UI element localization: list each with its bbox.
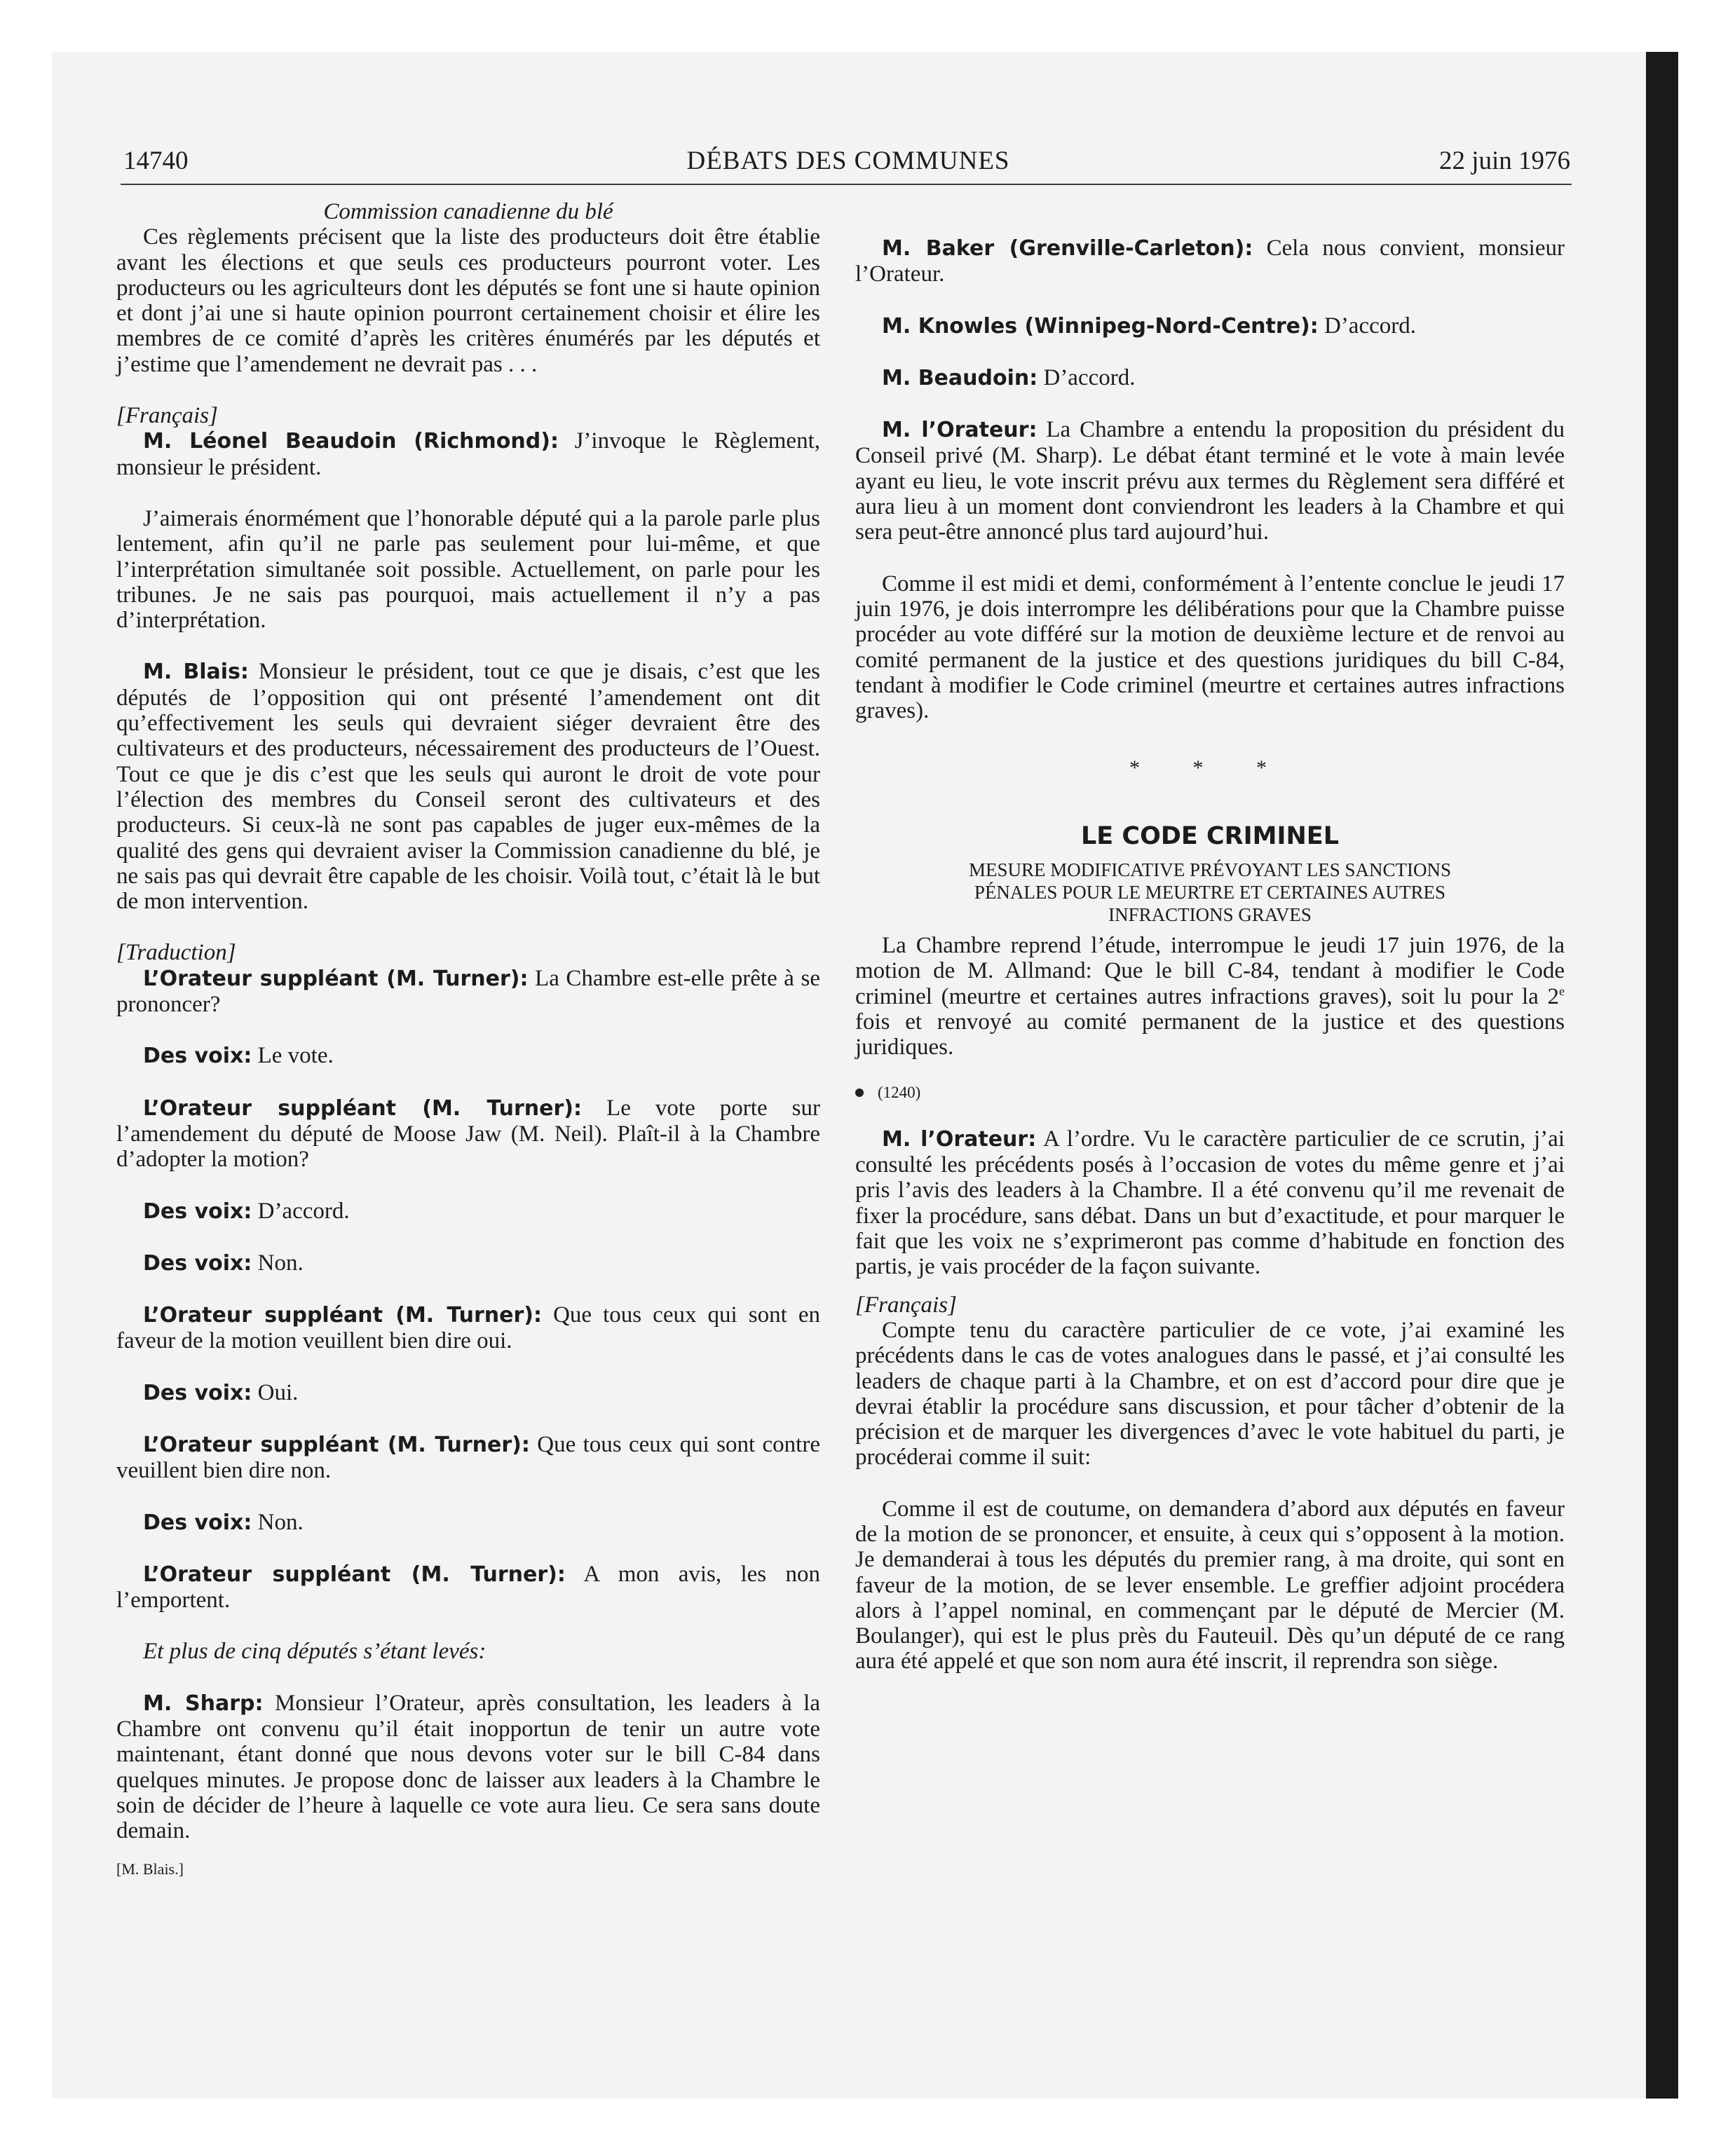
- speaker-name: Des voix:: [143, 1044, 252, 1069]
- paragraph: Des voix: Oui.: [143, 1379, 299, 1405]
- speaker-name: L’Orateur suppléant (M. Turner):: [143, 1303, 542, 1328]
- paragraph: Ces règlements précisent que la liste des producteurs doit être établie avant les élections et que seuls ces producteurs pourront voter. Les producteurs ou les agriculteurs dont les députés se font une si haute opinion et dont j’ai une si haute opinion pourront certainement choisir et élire les membres de ce comité d’après les critères énumérés par les députés et j’estime que l’amendement ne devrait pas . . .: [116, 224, 820, 377]
- speaker-name: L’Orateur suppléant (M. Turner):: [143, 966, 529, 991]
- scan-edge-bar: [1646, 52, 1678, 2099]
- speaker-name: M. Blais:: [143, 660, 249, 685]
- running-title: DÉBATS DES COMMUNES: [686, 146, 1010, 175]
- paragraph: Comme il est de coutume, on demandera d’abord aux députés en faveur de la motion de se prononcer, et ensuite, à ceux qui s’opposent à la motion. Je demanderai à tous les députés du premier rang, à ma droite, qui sont en faveur de la motion, de se lever ensemble. Le greffier adjoint procédera alors à l’appel nominal, en commençant par le député de Mercier (M. Boulanger), qui est le plus près du Fauteuil. Dès qu’un député de ce rang aura été appelé et que son nom aura été inscrit, il reprendra son siège.: [855, 1496, 1565, 1674]
- section-subtitle-line: PÉNALES POUR LE MEURTRE ET CERTAINES AUTRES: [974, 882, 1446, 903]
- page-date: 22 juin 1976: [1438, 146, 1570, 175]
- speaker-name: M. Knowles (Winnipeg-Nord-Centre):: [882, 313, 1319, 339]
- paragraph: M. Baker (Grenville-Carleton): Cela nous convient, monsieur l’Orateur.: [855, 236, 1565, 287]
- speaker-name: M. Baker (Grenville-Carleton):: [882, 236, 1253, 261]
- section-separator: * * *: [1129, 756, 1291, 780]
- paragraph: M. Sharp: Monsieur l’Orateur, après consultation, les leaders à la Chambre ont convenu qu’il était inopportun de tenir un autre vote maintenant, étant donné que nous devons voter sur le bill C-84 dans quelques minutes. Je propose donc de laisser aux leaders à la Chambre le soin de décider de l’heure à laquelle ce vote aura lieu. Ce sera sans doute demain.: [116, 1690, 820, 1844]
- paragraph: Des voix: D’accord.: [143, 1198, 350, 1224]
- language-marker: [Français]: [116, 403, 218, 429]
- speaker-name: M. Sharp:: [143, 1691, 264, 1716]
- speaker-name: Des voix:: [143, 1250, 252, 1276]
- paragraph: Et plus de cinq députés s’étant levés:: [143, 1639, 487, 1665]
- paragraph: L’Orateur suppléant (M. Turner): Que tous ceux qui sont contre veuillent bien dire non.: [116, 1431, 820, 1484]
- section-subtitle-line: MESURE MODIFICATIVE PRÉVOYANT LES SANCTIONS: [968, 859, 1452, 881]
- speaker-name: Des voix:: [143, 1510, 252, 1535]
- section-subtitle-line: INFRACTIONS GRAVES: [1108, 904, 1312, 926]
- speaker-name: M. Beaudoin:: [882, 365, 1038, 390]
- subject-heading: Commission canadienne du blé: [323, 199, 613, 224]
- paragraph: Compte tenu du caractère particulier de ce vote, j’ai examiné les précédents dans le cas de votes analogues dans le passé, et j’ai consulté les leaders de chaque parti à la Chambre, et on est d’accord pour dire que je devrai établir la procédure sans discussion, et pour tâcher d’obtenir de la précision et de marquer les divergences d’avec le vote habituel du parti, je procéderai comme il suit:: [855, 1317, 1565, 1471]
- paragraph: Des voix: Le vote.: [143, 1043, 334, 1069]
- speaker-name: L’Orateur suppléant (M. Turner):: [143, 1096, 582, 1121]
- page-number: 14740: [123, 146, 189, 175]
- header-rule: [121, 184, 1572, 185]
- time-marker: (1240): [855, 1080, 1565, 1105]
- paragraph: M. Knowles (Winnipeg-Nord-Centre): D’accord.: [882, 313, 1416, 339]
- speaker-name: Des voix:: [143, 1380, 252, 1405]
- speaker-name: L’Orateur suppléant (M. Turner):: [143, 1562, 566, 1587]
- speaker-name: Des voix:: [143, 1199, 252, 1224]
- paragraph: M. Blais: Monsieur le président, tout ce que je disais, c’est que les députés de l’opposition qui ont présenté l’amendement ont dit qu’effectivement les seuls qui devraient siéger devraient être des cultivateurs et des producteurs, nécessairement des producteurs de l’Ouest. Tout ce que je dis c’est que les seuls qui auront le droit de vote pour l’élection des membres du Conseil seront des cultivateurs et des producteurs. Si ceux-là ne sont pas capables de juger eux-mêmes de la qualité des gens qui devraient aviser la Commission canadienne du blé, je ne sais pas qui devrait être capable de les choisir. Voilà tout, c’était là le but de mon intervention.: [116, 659, 820, 915]
- paragraph: L’Orateur suppléant (M. Turner): Que tous ceux qui sont en faveur de la motion veuillent bien dire oui.: [116, 1302, 820, 1354]
- paragraph: M. Léonel Beaudoin (Richmond): J’invoque le Règlement, monsieur le président.: [116, 428, 820, 480]
- paragraph: J’aimerais énormément que l’honorable député qui a la parole parle plus lentement, afin qu’il ne parle pas seulement pour lui-même, et que l’interprétation simultanée soit possible. Actuellement, on parle pour les tribunes. Je ne sais pas pourquoi, mais actuellement il n’y a pas d’interprétation.: [116, 505, 820, 634]
- speaker-name: M. l’Orateur:: [882, 1126, 1037, 1152]
- paragraph: Des voix: Non.: [143, 1250, 304, 1276]
- speaker-marker: [M. Blais.]: [116, 1860, 184, 1878]
- speaker-name: M. Léonel Beaudoin (Richmond):: [143, 429, 559, 454]
- paragraph: L’Orateur suppléant (M. Turner): A mon avis, les non l’emportent.: [116, 1561, 820, 1613]
- left-column: [116, 199, 820, 1882]
- bullet-icon: [855, 1089, 864, 1097]
- paragraph: M. l’Orateur: A l’ordre. Vu le caractère particulier de ce scrutin, j’ai consulté les précédents posés à l’occasion de votes du même genre et j’ai pris l’avis des leaders à la Chambre. Il a été convenu qu’il me revenait de fixer la procédure, sans débat. Dans un but d’exactitude, et pour marquer le fait que les voix ne s’exprimeront pas comme d’habitude en fonction des partis, je vais procéder de la façon suivante.: [855, 1126, 1565, 1280]
- paragraph: L’Orateur suppléant (M. Turner): La Chambre est-elle prête à se prononcer?: [116, 965, 820, 1018]
- speaker-name: M. l’Orateur:: [882, 418, 1037, 443]
- paragraph: La Chambre reprend l’étude, interrompue le jeudi 17 juin 1976, de la motion de M. Allmand: Que le bill C-84, tendant à modifier le Code criminel (meurtre et certaines autres infractions graves), soit lu pour la 2e fois et renvoyé au comité permanent de la justice et des questions juridiques.: [855, 933, 1565, 1060]
- paragraph: Des voix: Non.: [143, 1509, 304, 1535]
- language-marker: [Français]: [855, 1292, 957, 1318]
- speaker-name: L’Orateur suppléant (M. Turner):: [143, 1432, 530, 1457]
- paragraph: Comme il est midi et demi, conformément à l’entente conclue le jeudi 17 juin 1976, je dois interrompre les délibérations pour que la Chambre puisse procéder au vote différé sur la motion de deuxième lecture et de renvoi au comité permanent de la justice et des questions juridiques du bill C-84, tendant à modifier le Code criminel (meurtre et certaines autres infractions graves).: [855, 571, 1565, 724]
- paragraph: M. l’Orateur: La Chambre a entendu la proposition du président du Conseil privé (M. Sharp). Le débat étant terminé et le vote à main levée ayant eu lieu, le vote inscrit prévu aux termes du Règlement sera différé et aura lieu à un moment dont conviendront les leaders à la Chambre et qui sera peut-être annoncé plus tard aujourd’hui.: [855, 417, 1565, 545]
- right-column: [855, 199, 1565, 1674]
- section-title: LE CODE CRIMINEL: [1081, 821, 1339, 850]
- paragraph: L’Orateur suppléant (M. Turner): Le vote porte sur l’amendement du député de Moose Jaw (M. Neil). Plaît-il à la Chambre d’adopter la motion?: [116, 1095, 820, 1173]
- language-marker: [Traduction]: [116, 940, 236, 966]
- paragraph: M. Beaudoin: D’accord.: [882, 364, 1136, 390]
